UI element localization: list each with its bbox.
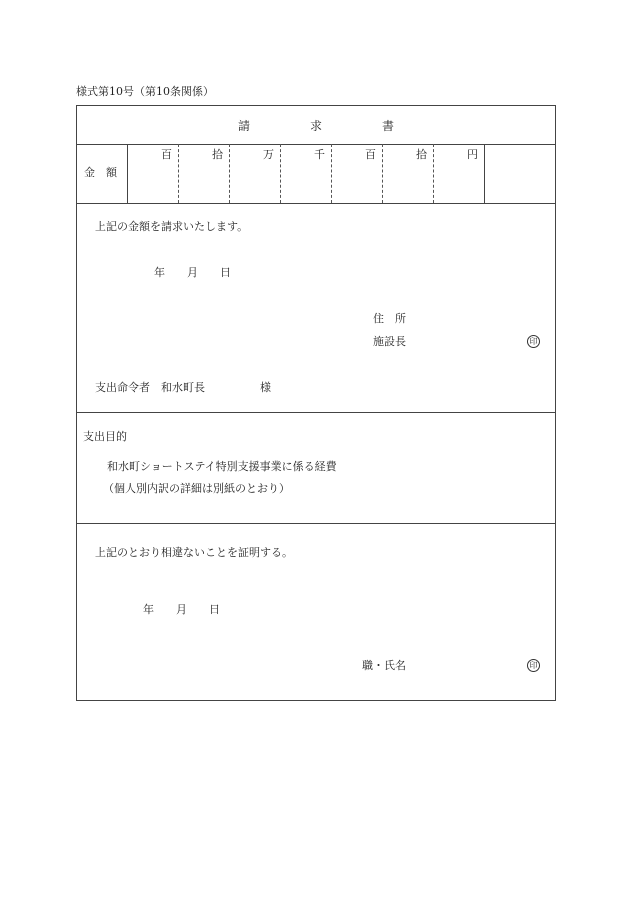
form-title: 請 求 書	[237, 119, 394, 133]
request-date: 年 月 日	[154, 266, 231, 279]
address-label: 住 所	[373, 312, 406, 325]
digit-divider	[433, 144, 434, 203]
digit-divider	[382, 144, 383, 203]
digit-divider	[178, 144, 179, 203]
purpose-description: 和水町ショートステイ特別支援事業に係る経費	[107, 460, 337, 473]
digit-divider	[229, 144, 230, 203]
purpose-divider	[77, 523, 555, 524]
digit-unit-ten: 拾	[416, 148, 427, 161]
digit-unit-million: 万	[263, 148, 274, 161]
addressee-line: 支出命令者 和水町長 様	[95, 381, 271, 394]
amount-label: 金 額	[84, 166, 117, 179]
certification-date: 年 月 日	[143, 603, 220, 616]
digit-unit-ten-million: 拾	[212, 148, 223, 161]
seal-mark: 印	[527, 659, 540, 672]
amount-box-right-edge	[484, 144, 485, 203]
request-statement: 上記の金額を請求いたします。	[95, 220, 249, 233]
digit-unit-yen: 円	[467, 148, 478, 161]
digit-unit-hundred-million: 百	[161, 148, 172, 161]
request-divider	[77, 412, 555, 413]
facility-head-label: 施設長	[373, 335, 406, 348]
amount-divider	[77, 203, 555, 204]
form-number-label: 様式第10号（第10条関係）	[76, 85, 214, 98]
request-form-frame	[76, 105, 556, 701]
amount-label-divider	[127, 144, 128, 203]
purpose-label: 支出目的	[83, 430, 127, 443]
name-label: 職・氏名	[362, 659, 406, 672]
digit-unit-thousand: 千	[314, 148, 325, 161]
purpose-note: （個人別内訳の詳細は別紙のとおり）	[103, 482, 290, 495]
certification-statement: 上記のとおり相違ないことを証明する。	[95, 546, 293, 559]
seal-mark: 印	[527, 335, 540, 348]
digit-divider	[331, 144, 332, 203]
digit-unit-hundred: 百	[365, 148, 376, 161]
digit-divider	[280, 144, 281, 203]
